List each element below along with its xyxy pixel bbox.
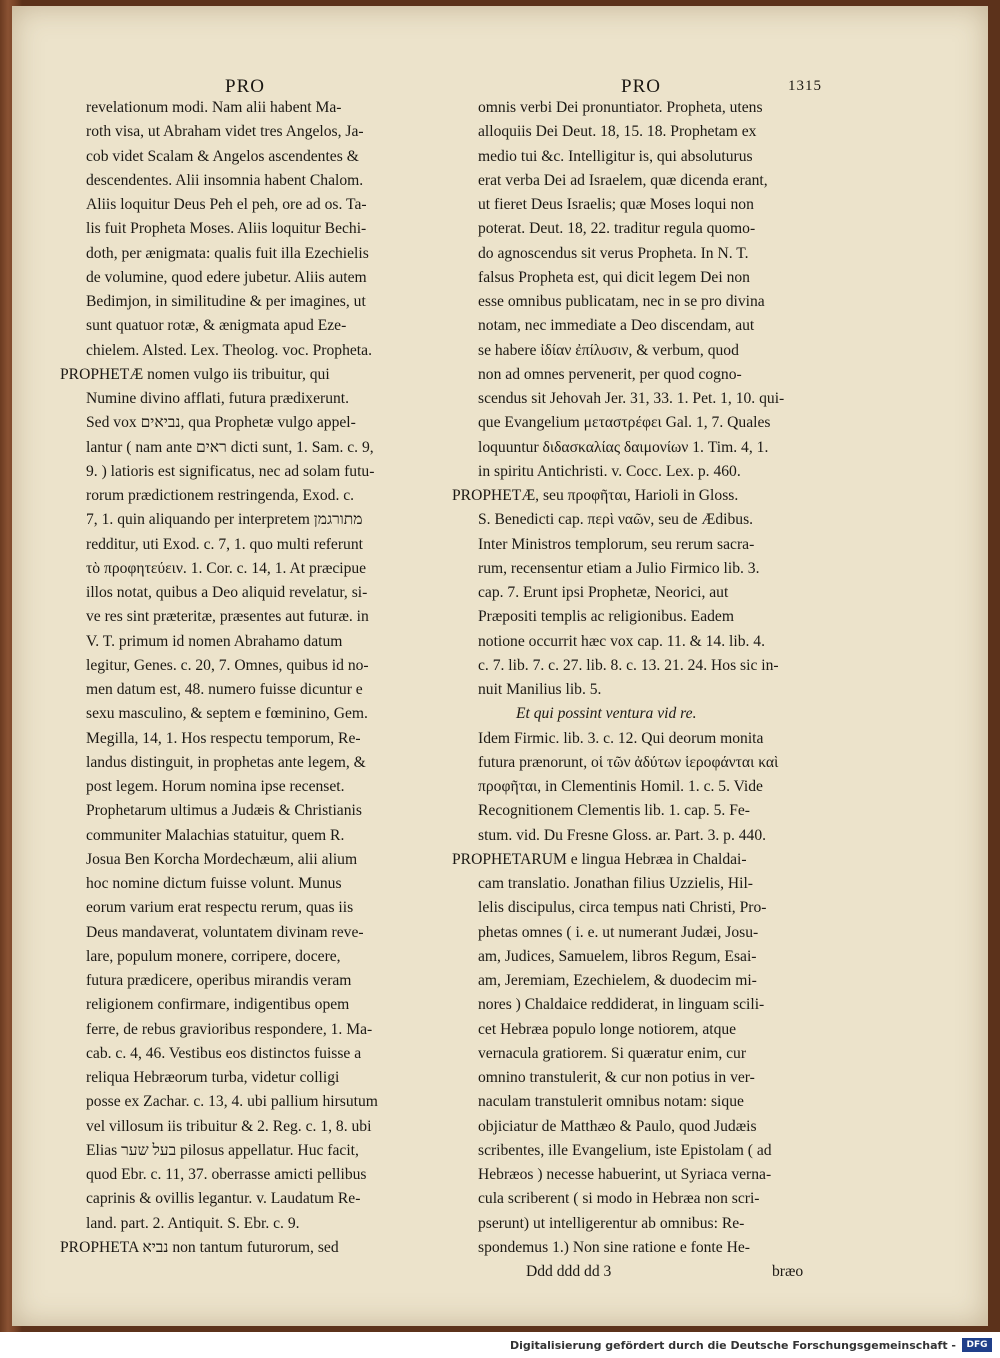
text-line: futura prænorunt, οἱ τῶν ἀδύτων ἱεροφάνται καὶ [478,753,779,771]
text-line: Præpositi templis ac religionibus. Eadem [478,608,734,626]
text-line: cap. 7. Erunt ipsi Prophetæ, Neorici, aut [478,584,729,601]
text-line: V. T. primum id nomen Abrahamo datum [86,632,343,650]
text-line: quod Ebr. c. 11, 37. oberrasse amicti pellibus [86,1166,367,1183]
text-line: legitur, Genes. c. 20, 7. Omnes, quibus id no- [86,656,369,674]
text-line: rum, recensentur etiam a Julio Firmico lib. 3. [478,559,760,577]
text-line: se habere ἰδίαν ἐπίλυσιν, & verbum, quod [478,341,739,359]
text-line: 7, 1. quin aliquando per interpretem מתורגמן [86,511,363,529]
text-line: Inter Ministros templorum, seu rerum sacra- [478,535,755,553]
entry-headword-line: PROPHETÆ nomen vulgo iis tribuitur, qui [60,365,330,383]
text-line: poterat. Deut. 18, 22. traditur regula quomo- [478,220,756,238]
text-line: lare, populum monere, corripere, docere, [86,947,341,965]
text-line: Numine divino afflati, futura prædixerunt. [86,390,350,407]
text-line: reliqua Hebræorum turba, videtur colligi [86,1069,340,1086]
text-line: Elias בעל שער pilosus appellatur. Huc facit, [86,1141,359,1159]
right-column-lines [452,96,832,1260]
text-line: Et qui possint ventura vid re. [516,705,697,723]
text-line: esse omnibus publicatam, nec in se pro divina [478,293,765,310]
text-line: pserunt) ut intelligerentur ab omnibus: Re- [478,1214,745,1232]
text-line: erat verba Dei ad Israelem, quæ dicenda erant, [478,171,768,189]
text-line: rorum prædictionem restringenda, Exod. c. [86,487,355,504]
text-line: nuit Manilius lib. 5. [478,681,602,698]
text-line: do agnoscendus sit verus Propheta. In N. T. [478,244,749,262]
text-line: landus distinguit, in prophetas ante legem, & [86,753,366,771]
catchword: bræo [772,1263,804,1280]
text-line: am, Jeremiam, Ezechielem, & duodecim mi- [478,972,757,989]
text-line: objiciatur de Matthæo & Paulo, quod Judæis [478,1117,757,1135]
text-line: vel villosum iis tribuitur & 2. Reg. c. 1, 8. ubi [86,1117,372,1135]
book-page [12,6,988,1326]
text-line: ferre, de rebus gravioribus respondere, 1. Ma- [86,1020,373,1038]
text-line: sexu masculino, & septem e fœminino, Gem. [86,705,368,723]
text-line: futura prædicere, operibus mirandis veram [86,972,352,989]
text-line: Hebræos ) necesse habuerint, ut Syriaca verna- [478,1166,772,1183]
text-line: scribentes, ille Evangelium, iste Epistolam ( ad [478,1141,772,1159]
text-line: hoc nomine dictum fuisse volunt. Munus [86,875,342,892]
header-right-title: PRO [621,76,661,97]
text-line: vernacula gratiorem. Si quæratur enim, cur [478,1044,747,1062]
dfg-logo-icon: DFG [962,1338,992,1352]
text-line: falsus Propheta est, qui dicit legem Dei non [478,268,750,286]
text-line: roth visa, ut Abraham videt tres Angelos, Ja- [86,123,364,141]
text-line: Bedimjon, in similitudine & per imagines, ut [86,293,366,310]
text-line: lelis discipulus, circa tempus nati Christi, Pro- [478,899,767,917]
text-line: cet Hebræa populo longe notiorem, atque [478,1020,737,1038]
text-line: stum. vid. Du Fresne Gloss. ar. Part. 3. p. 440. [478,826,767,844]
text-line: Megilla, 14, 1. Hos respectu temporum, Re- [86,729,361,747]
text-line: in spiritu Antichristi. v. Cocc. Lex. p. 460. [478,462,741,480]
text-line: spondemus 1.) Non sine ratione e fonte He- [478,1238,750,1256]
text-line: post legem. Horum nomina ipse recenset. [86,778,345,795]
text-line: omnis verbi Dei pronuntiator. Propheta, utens [478,99,763,116]
text-line: ut fieret Deus Israelis; quæ Moses loqui non [478,196,754,213]
digitization-footer [0,1332,1000,1358]
text-line: cam translatio. Jonathan filius Uzzielis, Hil- [478,875,753,892]
text-line: scendus sit Jehovah Jer. 31, 33. 1. Pet. 1, 10. qui- [478,390,785,407]
text-line: doth, per ænigmata: qualis fuit illa Ezechielis [86,244,369,262]
text-line: medio tui &c. Intelligitur is, qui absoluturus [478,147,753,165]
entry-headword-line: PROPHETARUM e lingua Hebræa in Chaldai- [452,850,747,868]
signature-mark: Ddd ddd dd 3 [526,1263,612,1280]
text-line: revelationum modi. Nam alii habent Ma- [86,99,342,116]
text-line: cab. c. 4, 46. Vestibus eos distinctos fuisse a [86,1044,362,1062]
text-line: alloquiis Dei Deut. 18, 15. 18. Prophetam ex [478,123,757,141]
text-line: Deus mandaverat, voluntatem divinam reve- [86,923,364,941]
text-line: phetas omnes ( i. e. ut numerant Judæi, Josu- [478,923,759,941]
text-line: de volumine, quod edere jubetur. Aliis autem [86,268,367,286]
text-line: land. part. 2. Antiquit. S. Ebr. c. 9. [86,1214,300,1232]
text-line: posse ex Zachar. c. 13, 4. ubi pallium hirsutum [86,1093,378,1111]
text-line: religionem confirmare, indigentibus opem [86,996,350,1014]
text-line: loquuntur διδασκαλίας δαιμονίων 1. Tim. 4, 1. [478,438,769,456]
text-line: eorum varium erat respectu rerum, quas iis [86,899,354,917]
text-line: 9. ) latioris est significatus, nec ad solam futu- [86,462,375,480]
text-line: que Evangelium μεταστρέφει Gal. 1, 7. Quales [478,414,771,432]
page-number: 1315 [788,78,822,94]
text-line: non ad omnes pervenerit, per quod cogno- [478,365,742,383]
text-line: cula scriberent ( si modo in Hebræa non scri- [478,1190,760,1208]
text-line: caprinis & ovillis legantur. v. Laudatum Re- [86,1190,361,1208]
left-text-column [60,96,478,1260]
text-line: S. Benedicti cap. περὶ ναῶν, seu de Ædibus. [478,511,754,529]
text-line: men datum est, 48. numero fuisse dicuntur e [86,681,363,698]
text-line: lis fuit Propheta Moses. Aliis loquitur Bechi- [86,220,367,238]
text-line: Josua Ben Korcha Mordechæum, alii alium [86,850,358,868]
text-line: redditur, uti Exod. c. 7, 1. quo multi referunt [86,535,363,553]
text-line: c. 7. lib. 7. c. 27. lib. 8. c. 13. 21. 24. Hos sic in- [478,656,779,674]
text-line: Prophetarum ultimus a Judæis & Christianis [86,802,362,820]
text-line: sunt quatuor rotæ, & ænigmata apud Eze- [86,317,347,335]
text-line: omnino transtulerit, & cur non potius in ver- [478,1069,755,1086]
entry-headword-line: PROPHETA נביא non tantum futurorum, sed [60,1238,339,1256]
entry-headword-line: PROPHETÆ, seu προφῆται, Harioli in Gloss. [452,487,739,504]
text-line: προφῆται, in Clementinis Homil. 1. c. 5. Vide [478,778,763,795]
text-line: lantur ( nam ante ראים dicti sunt, 1. Sam. c. 9, [86,438,374,456]
text-line: notione occurrit hæc vox cap. 11. & 14. lib. 4. [478,632,765,650]
text-line: Idem Firmic. lib. 3. c. 12. Qui deorum monita [478,729,764,747]
text-line: communiter Malachias statuitur, quem R. [86,826,345,844]
footer-credit: Digitalisierung gefördert durch die Deutsche Forschungsgemeinschaft - [509,1339,956,1352]
text-line: descendentes. Alii insomnia habent Chalom. [86,171,364,189]
catchline [452,1260,832,1284]
text-line: am, Judices, Samuelem, libros Regum, Esai- [478,947,757,965]
text-line: Recognitionem Clementis lib. 1. cap. 5. Fe- [478,802,750,820]
text-line: ve res sint præteritæ, præsentes aut futuræ. in [86,608,369,626]
text-line: chielem. Alsted. Lex. Theolog. voc. Propheta. [86,341,372,359]
text-line: naculam transtulerit omnibus notam: sique [478,1093,744,1111]
text-line: nores ) Chaldaice reddiderat, in linguam scili- [478,996,765,1014]
text-line: notam, nec immediate a Deo discendam, aut [478,317,755,335]
text-line: cob videt Scalam & Angelos ascendentes & [86,147,359,165]
text-line: Sed vox נביאים, qua Prophetæ vulgo appel- [86,414,356,432]
header-left-title: PRO [225,76,265,97]
text-line: illos notat, quibus a Deo aliquid revelatur, si- [86,584,368,601]
text-line: Aliis loquitur Deus Peh el peh, ore ad os. Ta- [86,196,367,213]
text-line: τὸ προφητεύειν. 1. Cor. c. 14, 1. At præcipue [86,559,367,577]
right-text-column [452,96,832,1284]
